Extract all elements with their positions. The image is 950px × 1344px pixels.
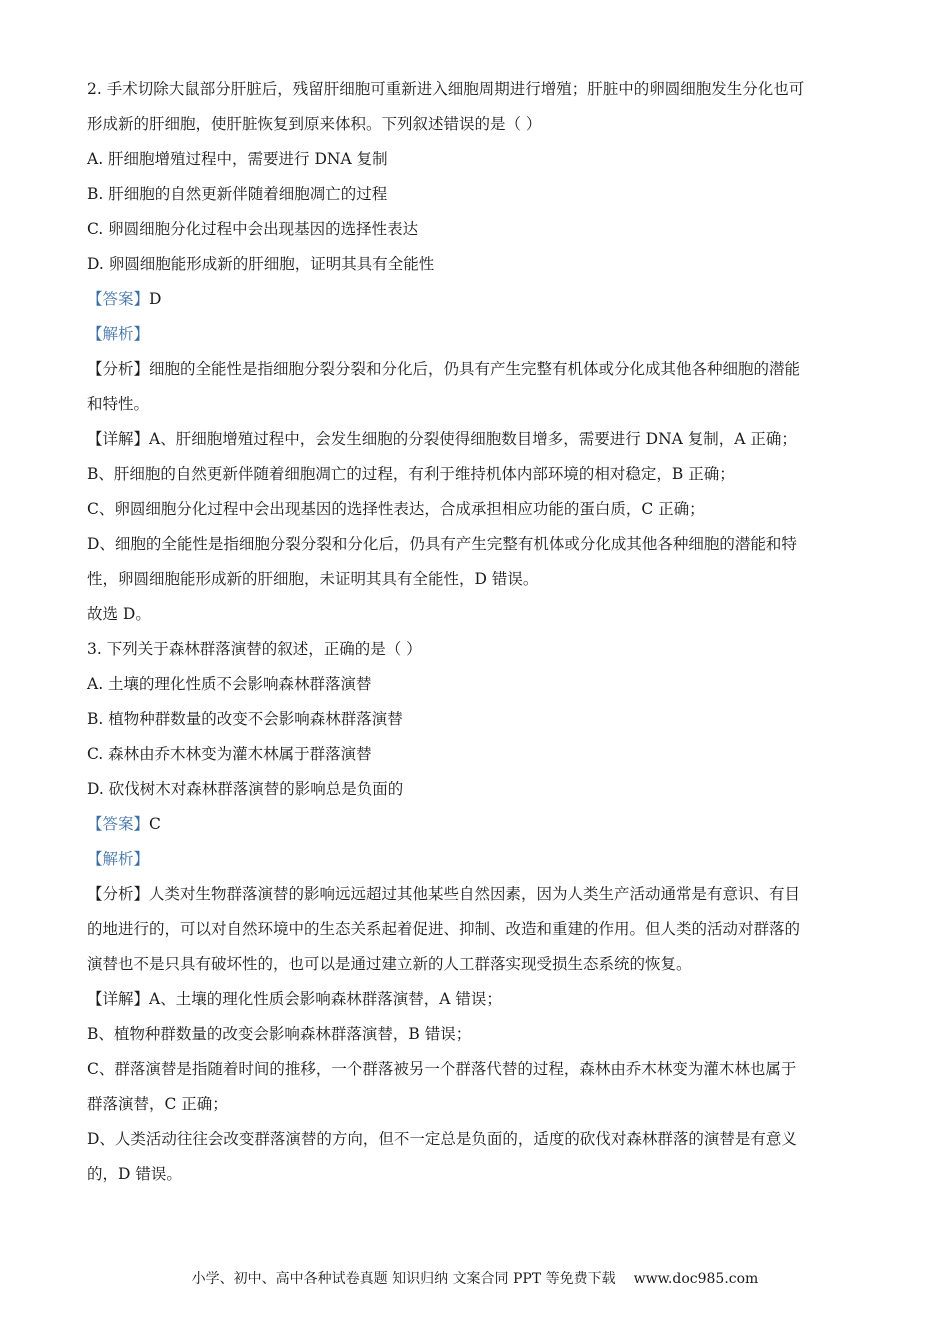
q2-detail-tag: 【详解】 (87, 430, 150, 448)
q2-option-d: D. 卵圆细胞能形成新的肝细胞，证明其具有全能性 (87, 255, 435, 273)
q3-analysis-tag: 【解析】 (87, 850, 150, 868)
q2-detail-d1: D、细胞的全能性是指细胞分裂分裂和分化后，仍具有产生完整有机体或分化成其他各种细胞的潜能和特 (87, 535, 797, 553)
q3-detail-d1: D、人类活动往往会改变群落演替的方向，但不一定总是负面的，适度的砍伐对森林群落的演替是有意义 (87, 1130, 797, 1148)
q3-fenxi-text1: 人类对生物群落演替的影响远远超过其他某些自然因素，因为人类生产活动通常是有意识、有目 (149, 885, 801, 903)
q2-stem-line2: 形成新的肝细胞，使肝脏恢复到原来体积。下列叙述错误的是（ ） (87, 115, 542, 133)
q2-stem-line1: 2. 手术切除大鼠部分肝脏后，残留肝细胞可重新进入细胞周期进行增殖；肝脏中的卵圆细胞发生分化也可 (87, 80, 805, 98)
q2-fenxi-line2: 和特性。 (87, 395, 150, 413)
footer-url[interactable]: www.doc985.com (633, 1271, 759, 1287)
q2-answer-value: D (149, 290, 162, 308)
q2-fenxi-tag: 【分析】 (87, 360, 150, 378)
page-footer (0, 1268, 950, 1288)
q3-detail-a (87, 982, 865, 1017)
q2-fenxi-line1 (87, 352, 865, 387)
q3-fenxi-line2: 的地进行的，可以对自然环境中的生态关系起着促进、抑制、改造和重建的作用。但人类的活动对群落的 (87, 920, 801, 938)
q3-fenxi-line1 (87, 877, 865, 912)
q3-detail-b: B、植物种群数量的改变会影响森林群落演替，B 错误； (87, 1025, 472, 1043)
q3-option-d: D. 砍伐树木对森林群落演替的影响总是负面的 (87, 780, 404, 798)
q2-detail-d2: 性，卵圆细胞能形成新的肝细胞，未证明其具有全能性，D 错误。 (87, 570, 539, 588)
q3-answer-value: C (149, 815, 161, 833)
q2-option-b: B. 肝细胞的自然更新伴随着细胞凋亡的过程 (87, 185, 388, 203)
document-page (87, 72, 865, 1192)
q2-analysis-heading (87, 317, 865, 352)
q2-conclusion: 故选 D。 (87, 605, 151, 623)
q3-fenxi-line3: 演替也不是只具有破坏性的，也可以是通过建立新的人工群落实现受损生态系统的恢复。 (87, 955, 692, 973)
q3-detail-c2: 群落演替，C 正确； (87, 1095, 228, 1113)
q3-stem: 3. 下列关于森林群落演替的叙述，正确的是（ ） (87, 640, 422, 658)
q3-detail-a-text: A、土壤的理化性质会影响森林群落演替，A 错误； (149, 990, 502, 1008)
q2-answer-tag: 【答案】 (87, 290, 150, 308)
q3-option-a: A. 土壤的理化性质不会影响森林群落演替 (87, 675, 372, 693)
q3-answer-tag: 【答案】 (87, 815, 150, 833)
footer-text: 小学、初中、高中各种试卷真题 知识归纳 文案合同 PPT 等免费下载 (191, 1271, 616, 1287)
q3-analysis-heading (87, 842, 865, 877)
q3-option-c: C. 森林由乔木林变为灌木林属于群落演替 (87, 745, 372, 763)
q2-option-c: C. 卵圆细胞分化过程中会出现基因的选择性表达 (87, 220, 419, 238)
q2-detail-b: B、肝细胞的自然更新伴随着细胞凋亡的过程，有利于维持机体内部环境的相对稳定，B 正确； (87, 465, 735, 483)
q3-detail-d2: 的，D 错误。 (87, 1165, 182, 1183)
q3-detail-tag: 【详解】 (87, 990, 150, 1008)
q2-option-a: A. 肝细胞增殖过程中，需要进行 DNA 复制 (87, 150, 388, 168)
q2-fenxi-text1: 细胞的全能性是指细胞分裂分裂和分化后，仍具有产生完整有机体或分化成其他各种细胞的潜能 (149, 360, 801, 378)
q2-detail-a (87, 422, 865, 457)
q2-answer (87, 282, 865, 317)
q2-detail-a-text: A、肝细胞增殖过程中，会发生细胞的分裂使得细胞数目增多，需要进行 DNA 复制，A 正确； (149, 430, 797, 448)
q3-answer (87, 807, 865, 842)
q3-fenxi-tag: 【分析】 (87, 885, 150, 903)
q2-detail-c: C、卵圆细胞分化过程中会出现基因的选择性表达，合成承担相应功能的蛋白质，C 正确； (87, 500, 705, 518)
q3-option-b: B. 植物种群数量的改变不会影响森林群落演替 (87, 710, 403, 728)
q2-analysis-tag: 【解析】 (87, 325, 150, 343)
q3-detail-c1: C、群落演替是指随着时间的推移，一个群落被另一个群落代替的过程，森林由乔木林变为灌木林也属于 (87, 1060, 797, 1078)
